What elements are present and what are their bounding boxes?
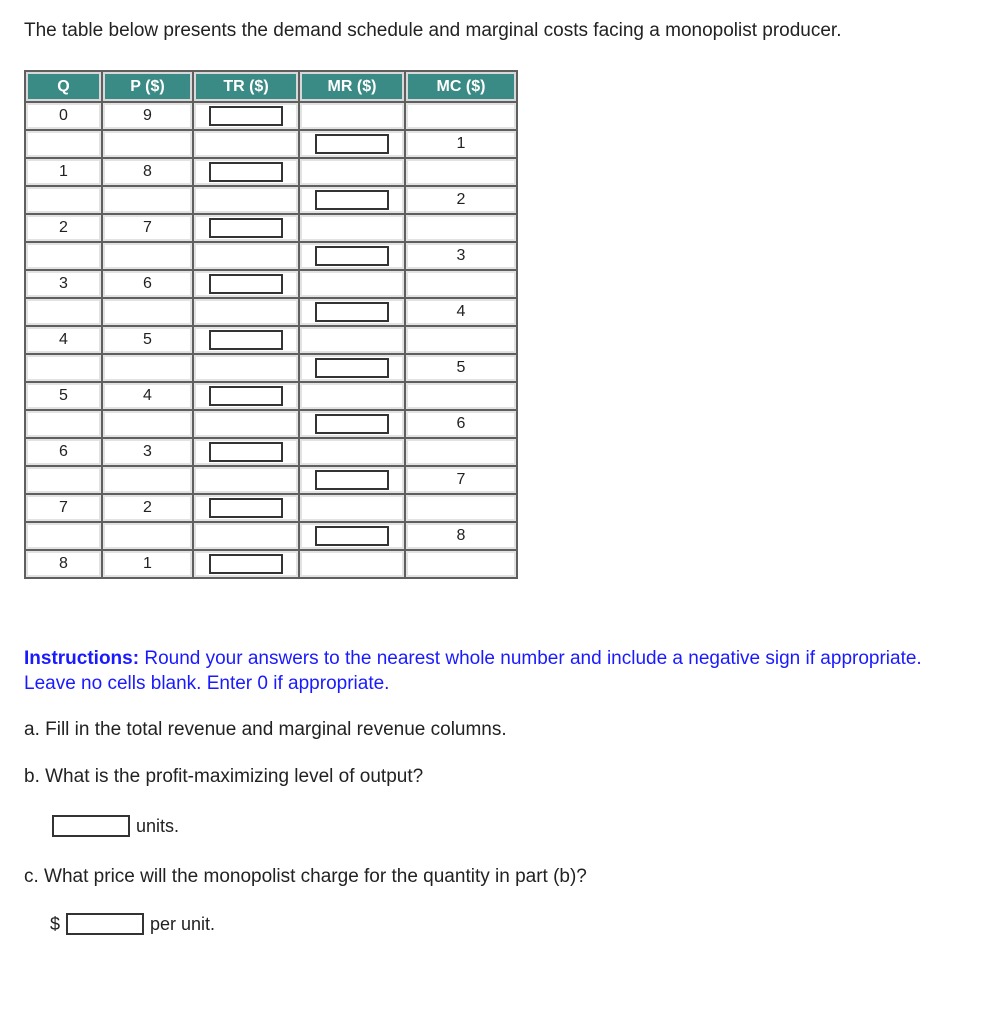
mr-input-6[interactable]	[315, 414, 389, 434]
q-cell-empty	[25, 186, 102, 214]
tr-cell-empty	[193, 410, 299, 438]
price-cell-empty	[102, 130, 193, 158]
tr-cell-empty	[193, 186, 299, 214]
tr-input-q8[interactable]	[209, 554, 283, 574]
tr-cell	[193, 158, 299, 186]
q-cell: 3	[25, 270, 102, 298]
mc-cell: 8	[405, 522, 517, 550]
q-cell: 4	[25, 326, 102, 354]
q-cell-empty	[25, 242, 102, 270]
table-row-marginal	[25, 522, 517, 550]
mr-input-8[interactable]	[315, 526, 389, 546]
q-cell-empty	[25, 298, 102, 326]
price-cell-empty	[102, 186, 193, 214]
price-cell-empty	[102, 522, 193, 550]
price-cell: 3	[102, 438, 193, 466]
price-cell: 7	[102, 214, 193, 242]
tr-cell	[193, 270, 299, 298]
instructions-text	[24, 646, 954, 696]
mr-input-1[interactable]	[315, 134, 389, 154]
table-row-quantity	[25, 326, 517, 354]
mc-cell: 1	[405, 130, 517, 158]
mr-cell-empty	[299, 438, 405, 466]
mr-input-2[interactable]	[315, 190, 389, 210]
q-cell-empty	[25, 522, 102, 550]
table-row-quantity	[25, 158, 517, 186]
q-cell-empty	[25, 466, 102, 494]
mc-cell-empty	[405, 550, 517, 578]
header-total-revenue: TR ($)	[193, 71, 299, 102]
answer-b-line	[52, 815, 179, 837]
intro-text: The table below presents the demand schedule and marginal costs facing a monopolist producer.	[24, 20, 842, 41]
price-cell: 2	[102, 494, 193, 522]
q-cell: 1	[25, 158, 102, 186]
demand-schedule-table	[24, 70, 518, 579]
q-cell-empty	[25, 410, 102, 438]
mr-cell	[299, 130, 405, 158]
mc-cell: 2	[405, 186, 517, 214]
mc-cell-empty	[405, 382, 517, 410]
table-row-quantity	[25, 270, 517, 298]
table-row-quantity	[25, 102, 517, 130]
mr-cell	[299, 354, 405, 382]
mc-cell-empty	[405, 494, 517, 522]
tr-input-q0[interactable]	[209, 106, 283, 126]
price-cell-empty	[102, 298, 193, 326]
mc-cell: 5	[405, 354, 517, 382]
tr-input-q3[interactable]	[209, 274, 283, 294]
price-cell: 4	[102, 382, 193, 410]
mr-cell-empty	[299, 102, 405, 130]
table-row-marginal	[25, 242, 517, 270]
table-row-quantity	[25, 438, 517, 466]
mc-cell-empty	[405, 270, 517, 298]
mr-input-4[interactable]	[315, 302, 389, 322]
mr-cell	[299, 466, 405, 494]
price-cell: 6	[102, 270, 193, 298]
table-row-marginal	[25, 130, 517, 158]
tr-input-q1[interactable]	[209, 162, 283, 182]
mr-input-5[interactable]	[315, 358, 389, 378]
q-cell-empty	[25, 354, 102, 382]
q-cell: 0	[25, 102, 102, 130]
mc-cell-empty	[405, 158, 517, 186]
question-a: a. Fill in the total revenue and marginal revenue columns.	[24, 719, 507, 740]
mr-cell-empty	[299, 158, 405, 186]
mr-cell	[299, 242, 405, 270]
instructions-label: Instructions:	[24, 648, 140, 669]
tr-cell-empty	[193, 242, 299, 270]
q-cell: 8	[25, 550, 102, 578]
tr-cell	[193, 550, 299, 578]
tr-input-q6[interactable]	[209, 442, 283, 462]
answer-c-unit: per unit.	[150, 913, 216, 934]
mc-cell: 6	[405, 410, 517, 438]
tr-input-q7[interactable]	[209, 498, 283, 518]
tr-cell	[193, 102, 299, 130]
output-level-input[interactable]	[52, 815, 130, 837]
mc-cell: 7	[405, 466, 517, 494]
mr-cell-empty	[299, 550, 405, 578]
tr-input-q4[interactable]	[209, 330, 283, 350]
mr-cell	[299, 410, 405, 438]
mr-cell-empty	[299, 270, 405, 298]
mr-cell-empty	[299, 214, 405, 242]
price-input[interactable]	[66, 913, 144, 935]
mc-cell-empty	[405, 326, 517, 354]
answer-b-unit: units.	[136, 815, 180, 836]
price-cell: 1	[102, 550, 193, 578]
mr-cell-empty	[299, 326, 405, 354]
price-cell-empty	[102, 354, 193, 382]
mc-cell-empty	[405, 214, 517, 242]
q-cell: 5	[25, 382, 102, 410]
table-row-marginal	[25, 186, 517, 214]
tr-input-q5[interactable]	[209, 386, 283, 406]
table-row-quantity	[25, 550, 517, 578]
table-row-quantity	[25, 382, 517, 410]
price-cell-empty	[102, 466, 193, 494]
mr-cell-empty	[299, 494, 405, 522]
question-b: b. What is the profit-maximizing level of output?	[24, 766, 424, 787]
tr-cell-empty	[193, 522, 299, 550]
price-cell: 5	[102, 326, 193, 354]
tr-cell	[193, 438, 299, 466]
mr-input-3[interactable]	[315, 246, 389, 266]
mc-cell: 3	[405, 242, 517, 270]
table-row-quantity	[25, 494, 517, 522]
table-row-quantity	[25, 214, 517, 242]
mr-cell	[299, 522, 405, 550]
price-cell-empty	[102, 242, 193, 270]
dollar-sign: $	[50, 913, 61, 934]
table-row-marginal	[25, 410, 517, 438]
tr-cell	[193, 382, 299, 410]
table-row-marginal	[25, 354, 517, 382]
mc-cell: 4	[405, 298, 517, 326]
tr-cell-empty	[193, 298, 299, 326]
price-cell: 9	[102, 102, 193, 130]
q-cell: 2	[25, 214, 102, 242]
q-cell-empty	[25, 130, 102, 158]
header-marginal-revenue: MR ($)	[299, 71, 405, 102]
tr-cell-empty	[193, 354, 299, 382]
question-c: c. What price will the monopolist charge for the quantity in part (b)?	[24, 866, 587, 887]
mr-cell-empty	[299, 382, 405, 410]
tr-cell-empty	[193, 466, 299, 494]
table-row-marginal	[25, 298, 517, 326]
price-cell-empty	[102, 410, 193, 438]
mr-input-7[interactable]	[315, 470, 389, 490]
tr-input-q2[interactable]	[209, 218, 283, 238]
table-header-row	[25, 71, 517, 102]
header-marginal-cost: MC ($)	[405, 71, 517, 102]
answer-c-line	[50, 913, 215, 935]
table-row-marginal	[25, 466, 517, 494]
mr-cell	[299, 298, 405, 326]
tr-cell	[193, 214, 299, 242]
header-price: P ($)	[102, 71, 193, 102]
mr-cell	[299, 186, 405, 214]
q-cell: 7	[25, 494, 102, 522]
price-cell: 8	[102, 158, 193, 186]
tr-cell-empty	[193, 130, 299, 158]
mc-cell-empty	[405, 438, 517, 466]
tr-cell	[193, 494, 299, 522]
instructions-body: Round your answers to the nearest whole number and include a negative sign if appropriate. Leave no cells blank. Enter 0 if appropriate.	[24, 648, 922, 694]
mc-cell-empty	[405, 102, 517, 130]
tr-cell	[193, 326, 299, 354]
header-q: Q	[25, 71, 102, 102]
q-cell: 6	[25, 438, 102, 466]
